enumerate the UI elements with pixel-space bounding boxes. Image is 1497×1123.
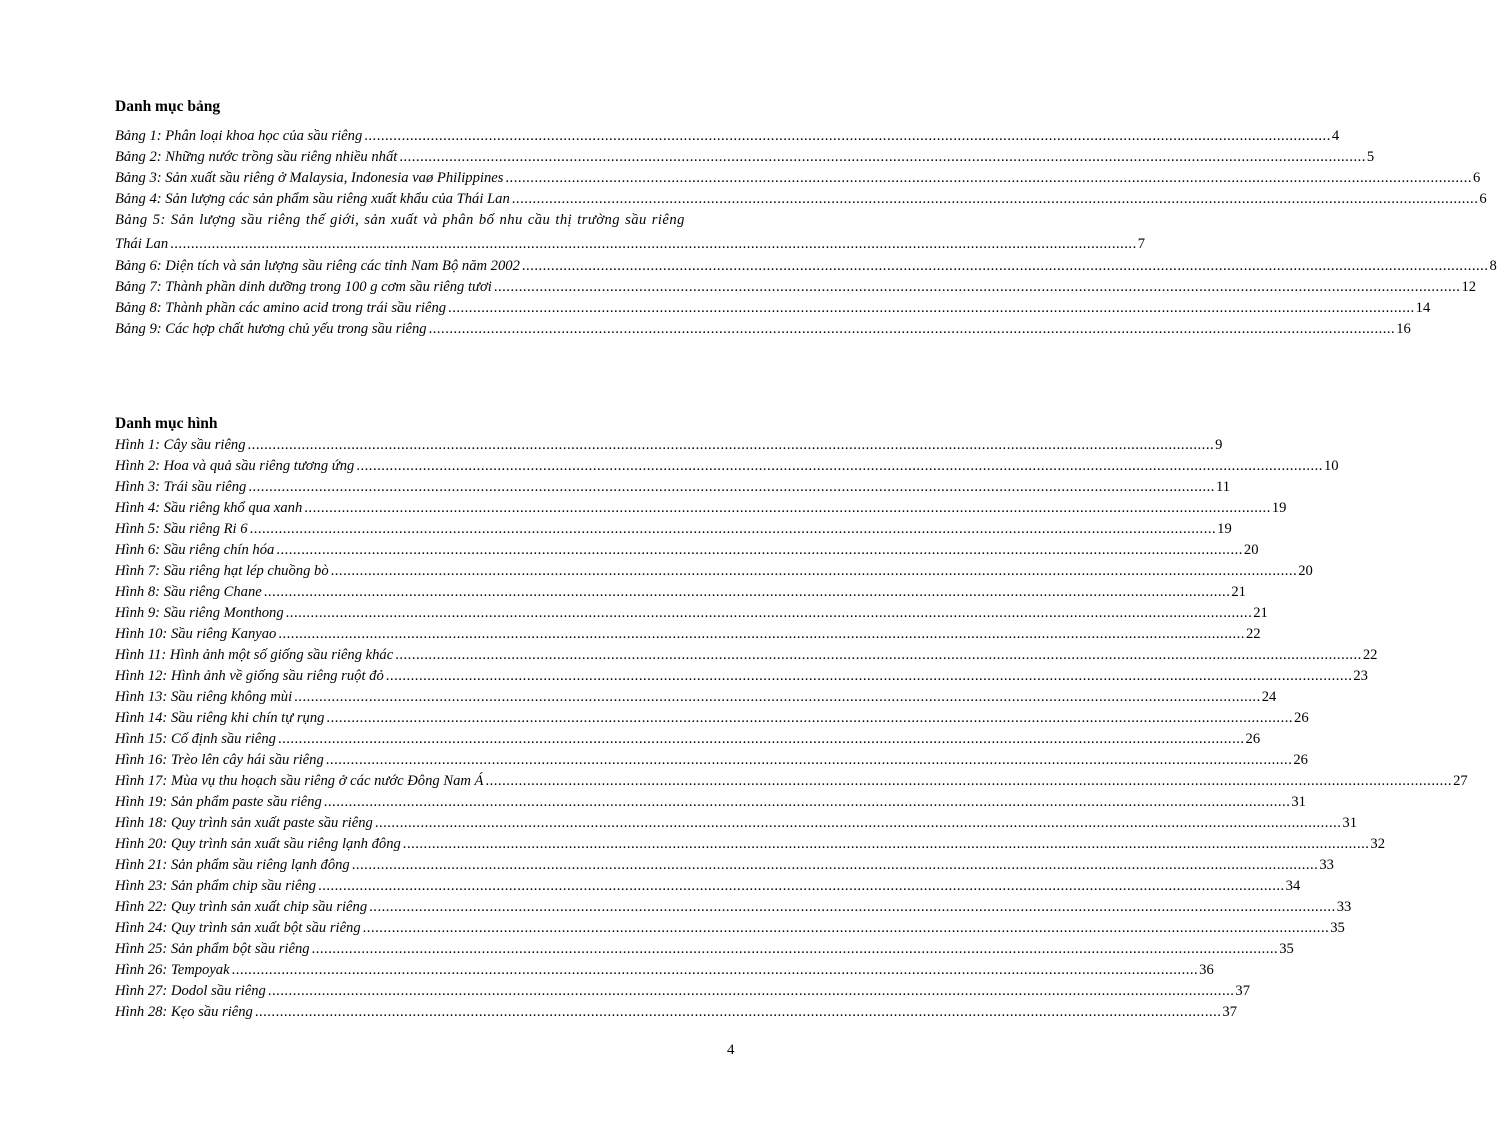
toc-entry-table-5-cont[interactable] xyxy=(115,234,1146,256)
dot-leader xyxy=(448,298,1415,319)
dot-leader xyxy=(512,189,1479,210)
dot-leader xyxy=(232,960,1199,981)
toc-entry-page: 26 xyxy=(1294,710,1309,726)
tables-list xyxy=(115,126,1497,340)
toc-entry-figure-15[interactable] xyxy=(115,729,1261,750)
toc-entry-page: 6 xyxy=(1479,191,1487,207)
toc-entry-label: Hình 12: Hình ảnh về giống sầu riêng ruột đỏ xyxy=(115,668,384,684)
dot-leader xyxy=(403,834,1370,855)
toc-entry-table-5[interactable] xyxy=(115,210,738,234)
dot-leader xyxy=(522,256,1489,277)
toc-entry-label: Hình 7: Sầu riêng hạt lép chuồng bò xyxy=(115,563,329,579)
dot-leader xyxy=(399,147,1366,168)
toc-entry-page: 32 xyxy=(1370,836,1385,852)
toc-entry-label: Bảng 5: Sản lượng sầu riêng thế giới, sản xuất và phân bố nhu cầu thị trường sầu riêng xyxy=(115,212,685,228)
toc-entry-label: Hình 26: Tempoyak xyxy=(115,962,230,978)
dot-leader xyxy=(494,277,1461,298)
toc-entry-label: Hình 19: Sản phẩm paste sầu riêng xyxy=(115,794,322,810)
toc-entry-page: 37 xyxy=(1222,1004,1238,1020)
dot-leader xyxy=(375,813,1342,834)
toc-entry-page: 35 xyxy=(1330,920,1345,936)
dot-leader xyxy=(318,876,1285,897)
toc-entry-label: Bảng 8: Thành phần các amino acid trong trái sầu riêng xyxy=(115,300,447,316)
toc-entry-label: Bảng 6: Diện tích và sản lượng sầu riêng các tỉnh Nam Bộ năm 2002 xyxy=(115,258,520,274)
toc-entry-label: Hình 13: Sầu riêng không mùi xyxy=(115,689,293,705)
toc-entry-figure-18[interactable] xyxy=(115,813,1357,834)
toc-entry-table-2[interactable] xyxy=(115,147,1375,168)
dot-leader xyxy=(294,687,1261,708)
toc-entry-page: 5 xyxy=(1366,149,1375,165)
toc-entry-label: Hình 21: Sản phẩm sầu riêng lạnh đông xyxy=(115,857,350,873)
toc-entry-page: 19 xyxy=(1271,500,1287,516)
dot-leader xyxy=(369,897,1336,918)
dot-leader xyxy=(255,1002,1222,1023)
toc-entry-label: Hình 25: Sản phẩm bột sầu riêng xyxy=(115,941,310,957)
toc-entry-label: Hình 27: Dodol sầu riêng xyxy=(115,983,266,999)
toc-entry-label: Hình 4: Sầu riêng khổ qua xanh xyxy=(115,500,303,516)
dot-leader xyxy=(505,168,1472,189)
dot-leader xyxy=(395,645,1362,666)
toc-entry-label-cont: Thái Lan xyxy=(115,236,169,252)
toc-entry-label: Hình 3: Trái sầu riêng xyxy=(115,479,247,495)
toc-entry-figure-17[interactable] xyxy=(115,771,1468,792)
toc-entry-label: Hình 23: Sản phẩm chip sầu riêng xyxy=(115,878,317,894)
toc-entry-table-9[interactable] xyxy=(115,319,1411,340)
toc-entry-label: Bảng 9: Các hợp chất hương chủ yếu trong sầu riêng xyxy=(115,321,427,337)
toc-entry-figure-6[interactable] xyxy=(115,540,1259,561)
toc-entry-table-1[interactable] xyxy=(115,126,1340,147)
toc-entry-table-4[interactable] xyxy=(115,189,1487,210)
toc-entry-figure-16[interactable] xyxy=(115,750,1308,771)
toc-entry-figure-23[interactable] xyxy=(115,876,1301,897)
tables-heading: Danh mục bảng xyxy=(115,98,221,115)
toc-entry-page: 34 xyxy=(1285,878,1301,894)
dot-leader xyxy=(264,582,1231,603)
toc-entry-page: 16 xyxy=(1396,321,1411,337)
toc-entry-figure-7[interactable] xyxy=(115,561,1313,582)
toc-entry-table-6[interactable] xyxy=(115,256,1497,277)
dot-leader xyxy=(268,981,1235,1002)
toc-entry-figure-26[interactable] xyxy=(115,960,1214,981)
toc-entry-figure-10[interactable] xyxy=(115,624,1261,645)
toc-entry-label: Bảng 3: Sản xuất sầu riêng ở Malaysia, Indonesia vaø Philippines xyxy=(115,170,504,186)
toc-entry-page: 27 xyxy=(1453,773,1468,789)
toc-entry-figure-14[interactable] xyxy=(115,708,1309,729)
toc-entry-page: 10 xyxy=(1323,458,1339,474)
toc-entry-figure-11[interactable] xyxy=(115,645,1378,666)
dot-leader xyxy=(352,855,1319,876)
toc-entry-label: Hình 11: Hình ảnh một số giống sầu riêng khác xyxy=(115,647,394,663)
dot-leader xyxy=(386,666,1353,687)
toc-entry-figure-21[interactable] xyxy=(115,855,1334,876)
toc-entry-figure-27[interactable] xyxy=(115,981,1250,1002)
dot-leader xyxy=(286,603,1253,624)
toc-entry-page: 6 xyxy=(1473,170,1481,186)
dot-leader xyxy=(278,729,1245,750)
toc-entry-page: 36 xyxy=(1199,962,1214,978)
dot-leader xyxy=(170,234,1137,255)
toc-entry-figure-13[interactable] xyxy=(115,687,1277,708)
toc-entry-figure-22[interactable] xyxy=(115,897,1352,918)
figures-list xyxy=(115,435,1468,1023)
dot-leader xyxy=(356,456,1323,477)
toc-entry-figure-1[interactable] xyxy=(115,435,1223,456)
toc-entry-page: 19 xyxy=(1217,521,1232,537)
toc-entry-table-7[interactable] xyxy=(115,277,1477,298)
toc-entry-label: Hình 2: Hoa và quả sầu riêng tương ứng xyxy=(115,458,355,474)
toc-entry-figure-9[interactable] xyxy=(115,603,1268,624)
toc-entry-label: Hình 17: Mùa vụ thu hoạch sầu riêng ở các nước Đông Nam Á xyxy=(115,773,484,789)
toc-entry-page: 4 xyxy=(1331,128,1340,144)
dot-leader xyxy=(326,750,1293,771)
toc-entry-figure-25[interactable] xyxy=(115,939,1294,960)
toc-entry-page: 20 xyxy=(1298,563,1313,579)
figures-heading: Danh mục hình xyxy=(115,415,218,432)
toc-entry-page: 26 xyxy=(1245,731,1261,747)
toc-entry-figure-12[interactable] xyxy=(115,666,1368,687)
dot-leader xyxy=(304,498,1271,519)
toc-entry-page: 14 xyxy=(1415,300,1431,316)
toc-entry-figure-5[interactable] xyxy=(115,519,1232,540)
dot-leader xyxy=(331,561,1298,582)
toc-entry-page: 12 xyxy=(1461,279,1477,295)
dot-leader xyxy=(278,624,1245,645)
toc-entry-page: 22 xyxy=(1362,647,1378,663)
toc-entry-figure-3[interactable] xyxy=(115,477,1231,498)
toc-entry-page: 33 xyxy=(1336,899,1352,915)
toc-entry-page: 24 xyxy=(1261,689,1277,705)
dot-leader xyxy=(324,792,1291,813)
toc-entry-page: 31 xyxy=(1342,815,1357,831)
toc-entry-table-8[interactable] xyxy=(115,298,1431,319)
dot-leader xyxy=(276,540,1243,561)
toc-entry-figure-2[interactable] xyxy=(115,456,1339,477)
toc-entry-figure-19[interactable] xyxy=(115,792,1306,813)
toc-entry-page: 23 xyxy=(1353,668,1368,684)
toc-entry-label: Hình 5: Sầu riêng Ri 6 xyxy=(115,521,248,537)
toc-entry-figure-8[interactable] xyxy=(115,582,1246,603)
toc-entry-page: 22 xyxy=(1245,626,1261,642)
toc-entry-page: 21 xyxy=(1231,584,1246,600)
dot-leader xyxy=(485,771,1452,792)
toc-entry-label: Hình 10: Sầu riêng Kanyao xyxy=(115,626,277,642)
toc-entry-figure-28[interactable] xyxy=(115,1002,1238,1023)
toc-entry-page: 33 xyxy=(1319,857,1334,873)
dot-leader xyxy=(363,918,1330,939)
toc-entry-page: 9 xyxy=(1215,437,1223,453)
toc-entry-label: Hình 1: Cây sầu riêng xyxy=(115,437,246,453)
dot-leader xyxy=(312,939,1279,960)
dot-leader xyxy=(248,435,1215,456)
toc-entry-page: 21 xyxy=(1253,605,1268,621)
toc-entry-page: 26 xyxy=(1293,752,1308,768)
toc-entry-label: Hình 22: Quy trình sản xuất chip sầu riêng xyxy=(115,899,368,915)
toc-entry-page: 7 xyxy=(1137,236,1146,252)
toc-entry-label: Hình 9: Sầu riêng Monthong xyxy=(115,605,284,621)
toc-entry-label: Hình 20: Quy trình sản xuất sầu riêng lạnh đông xyxy=(115,836,401,852)
toc-entry-table-3[interactable] xyxy=(115,168,1481,189)
toc-entry-label: Bảng 4: Sản lượng các sản phẩm sầu riêng xuất khẩu của Thái Lan xyxy=(115,191,510,207)
toc-entry-label: Hình 8: Sầu riêng Chane xyxy=(115,584,262,600)
toc-entry-label: Hình 14: Sầu riêng khi chín tự rụng xyxy=(115,710,325,726)
toc-entry-label: Hình 16: Trèo lên cây hái sầu riêng xyxy=(115,752,324,768)
toc-entry-figure-4[interactable] xyxy=(115,498,1287,519)
toc-entry-label: Hình 28: Kẹo sầu riêng xyxy=(115,1004,253,1020)
toc-entry-label: Hình 6: Sầu riêng chín hóa xyxy=(115,542,275,558)
page-number: 4 xyxy=(727,1042,735,1058)
toc-entry-page: 35 xyxy=(1279,941,1294,957)
toc-entry-label: Hình 24: Quy trình sản xuất bột sầu riêng xyxy=(115,920,361,936)
toc-entry-label: Hình 18: Quy trình sản xuất paste sầu riêng xyxy=(115,815,373,831)
dot-leader xyxy=(248,477,1215,498)
dot-leader xyxy=(250,519,1217,540)
dot-leader xyxy=(326,708,1293,729)
toc-entry-page: 37 xyxy=(1235,983,1250,999)
dot-leader xyxy=(429,319,1396,340)
toc-entry-label: Hình 15: Cố định sầu riêng xyxy=(115,731,276,747)
toc-entry-label: Bảng 2: Những nước trồng sầu riêng nhiều nhất xyxy=(115,149,398,165)
toc-entry-label: Bảng 1: Phân loại khoa học của sầu riêng xyxy=(115,128,363,144)
toc-entry-page: 8 xyxy=(1489,258,1497,274)
toc-entry-page: 31 xyxy=(1291,794,1306,810)
dot-leader xyxy=(364,126,1331,147)
toc-entry-page: 20 xyxy=(1243,542,1259,558)
toc-entry-figure-20[interactable] xyxy=(115,834,1385,855)
toc-entry-figure-24[interactable] xyxy=(115,918,1345,939)
toc-entry-label: Bảng 7: Thành phần dinh dưỡng trong 100 g cơm sầu riêng tươi xyxy=(115,279,492,295)
toc-entry-page: 11 xyxy=(1215,479,1231,495)
